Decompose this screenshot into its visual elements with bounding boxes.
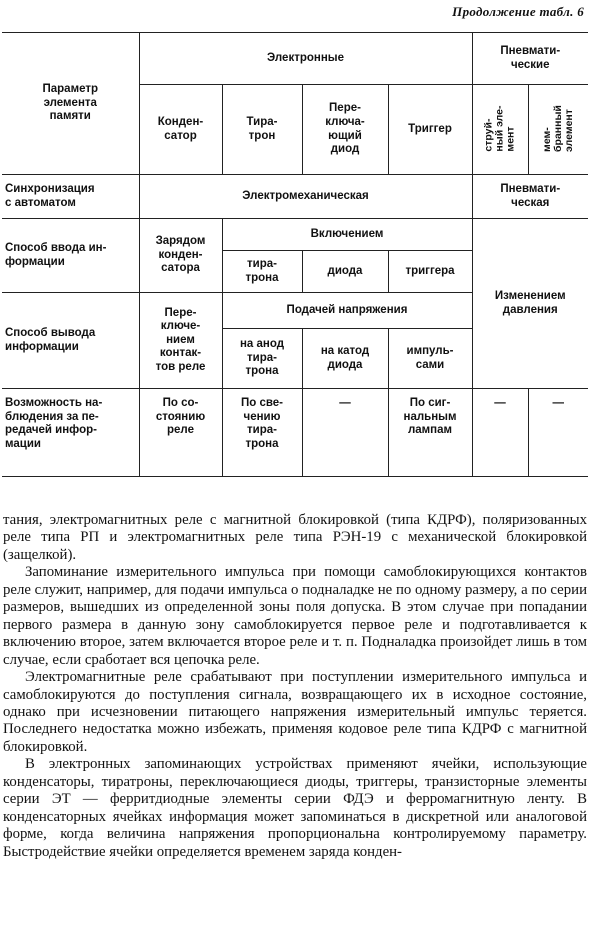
row-observation-capacitor: По со- стоянию реле bbox=[139, 389, 222, 477]
row-observation-trigger: По сиг- нальным лампам bbox=[388, 389, 472, 477]
row-output-voltage: Подачей напряжения bbox=[222, 293, 472, 329]
row-output-label: Способ вывода информации bbox=[2, 293, 139, 389]
header-trigger: Триггер bbox=[388, 85, 472, 175]
row-input-label: Способ ввода ин- формации bbox=[2, 219, 139, 293]
row-input-thyratron: тира- трона bbox=[222, 251, 302, 293]
table-row-observation bbox=[2, 389, 588, 477]
header-membrane-label: мем- бранный элемент bbox=[540, 105, 575, 153]
paragraph-3: Электромагнитные реле срабатывают при поступлении измерительного импульса и самоблокируются до поступления сигнала, возвращающего их в исходное состояние, однако при исчезновении питающего напряжения измерительный импульс теряется. Последнего недостатка можно избежать, применяя кодовое реле типа КДРФ с магнитной блокировкой. bbox=[3, 669, 587, 755]
header-membrane-element bbox=[528, 85, 588, 175]
row-input-inclusion: Включением bbox=[222, 219, 472, 251]
header-thyratron: Тира- трон bbox=[222, 85, 302, 175]
row-input-capacitor: Зарядом конден- сатора bbox=[139, 219, 222, 293]
row-sync-pneumatic: Пневмати- ческая bbox=[472, 175, 588, 219]
row-sync-label: Синхронизация с автоматом bbox=[2, 175, 139, 219]
paragraph-1: тания, электромагнитных реле с магнитной блокировкой (типа КДРФ), поляризованных реле типа РП и электромагнитных реле типа РЭН-19 с механической блокировкой (защелкой). bbox=[3, 512, 587, 563]
running-head: Продолжение табл. 6 bbox=[452, 4, 584, 19]
row-output-cathode: на катод диода bbox=[302, 329, 388, 389]
table-header-row-1 bbox=[2, 33, 588, 85]
row-observation-jet: — bbox=[472, 389, 528, 477]
paragraph-2: Запоминание измерительного импульса при помощи самоблокирующихся контактов реле служит, например, для подачи импульса о подналадке не по одному размеру, а по серии размеров, вышедших из определенной зоны поля допуска. В этом случае при попадании первого размера в данную зону самоблокируется первое реле и подготавливается к включению второе, затем включается второе реле и т. п. Подналадка произойдет лишь в том случае, если сработает вся цепочка реле. bbox=[3, 564, 587, 668]
header-switch-diode: Пере- ключа- ющий диод bbox=[302, 85, 388, 175]
table-row-sync bbox=[2, 175, 588, 219]
row-observation-thyratron: По све- чению тира- трона bbox=[222, 389, 302, 477]
table-row-input-a bbox=[2, 219, 588, 251]
row-output-capacitor: Пере- ключе- нием контак- тов реле bbox=[139, 293, 222, 389]
header-capacitor: Конден- сатор bbox=[139, 85, 222, 175]
header-pneumatic: Пневмати- ческие bbox=[472, 33, 588, 85]
header-electronic: Электронные bbox=[139, 33, 472, 85]
row-sync-electronic: Электромеханическая bbox=[139, 175, 472, 219]
row-observation-label: Возможность на- блюдения за пе- редачей инфор- мации bbox=[2, 389, 139, 477]
row-output-anode: на анод тира- трона bbox=[222, 329, 302, 389]
paragraph-4: В электронных запоминающих устройствах применяют ячейки, использующие конденсаторы, тиратроны, переключающиеся диоды, триггеры, транзисторные элементы серии ЭТ — ферритдиодные элементы серии ФДЭ и ферромагнитную ленту. В конденсаторных ячейках информация может запоминаться в дискретной или аналоговой форме, когда величина напряжения пропорциональна контролируемому параметру. Быстродействие ячейки определяется временем заряда конден- bbox=[3, 756, 587, 860]
header-jet-element bbox=[472, 85, 528, 175]
comparison-table bbox=[2, 32, 588, 477]
header-jet-label: струй- ный эле- мент bbox=[482, 105, 517, 152]
body-text bbox=[3, 512, 587, 861]
row-input-trigger: триггера bbox=[388, 251, 472, 293]
row-observation-diode: — bbox=[302, 389, 388, 477]
row-input-diode: диода bbox=[302, 251, 388, 293]
row-output-pulses: импуль- сами bbox=[388, 329, 472, 389]
row-input-output-pneumatic: Изменением давления bbox=[472, 219, 588, 389]
header-parameter: Параметр элемента памяти bbox=[2, 33, 139, 175]
row-observation-membrane: — bbox=[528, 389, 588, 477]
